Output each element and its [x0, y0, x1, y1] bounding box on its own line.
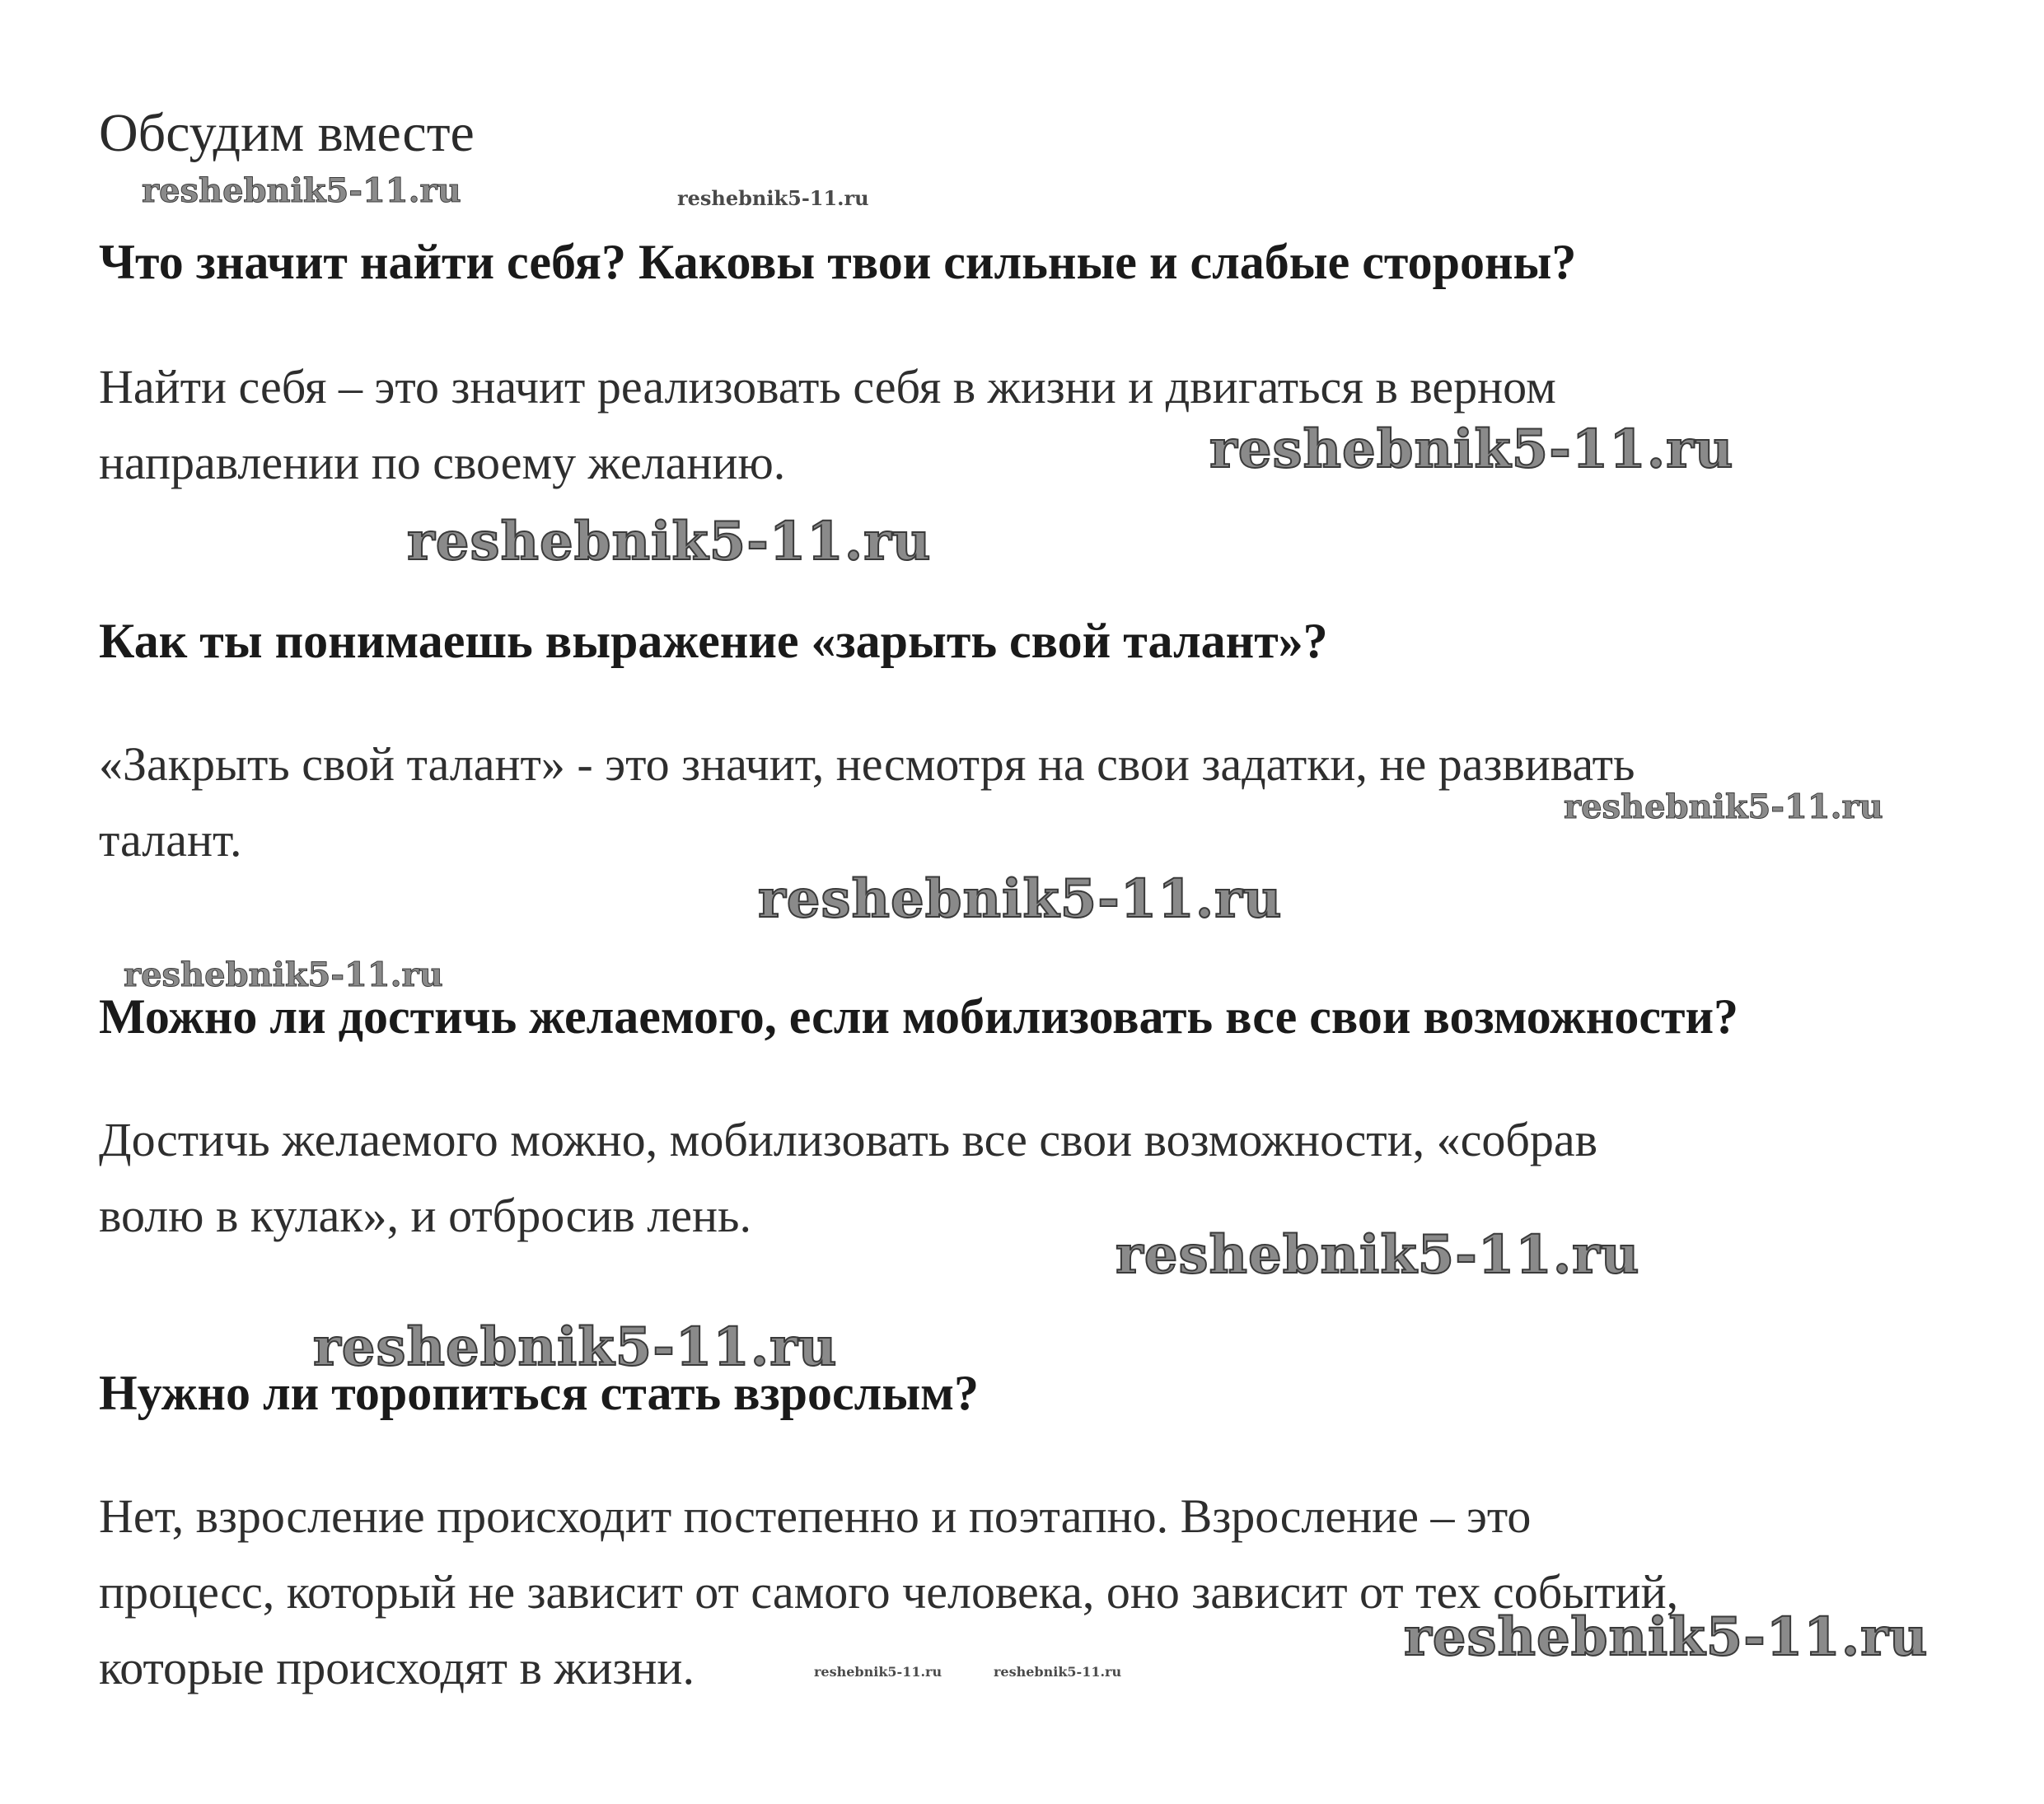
answer-1 [99, 349, 1977, 501]
answer-2 [99, 727, 1977, 878]
watermark: reshebnik5-11.ru [994, 1664, 1122, 1680]
watermark: reshebnik5-11.ru [1404, 1606, 1929, 1668]
answer-3-line-2: волю в кулак», и отбросив лень. [99, 1189, 751, 1242]
answer-4 [99, 1479, 1977, 1706]
answer-4-line-3: которые происходят в жизни. [99, 1641, 695, 1694]
watermark: reshebnik5-11.ru [1116, 1224, 1640, 1286]
answer-3 [99, 1102, 1977, 1254]
question-2: Как ты понимаешь выражение «зарыть свой талант»? [99, 614, 1328, 668]
watermark: reshebnik5-11.ru [1564, 787, 1883, 826]
answer-3-line-1: Достичь желаемого можно, мобилизовать все свои возможности, «собрав [99, 1113, 1598, 1166]
answer-2-line-2: талант. [99, 813, 242, 867]
watermark: reshebnik5-11.ru [407, 511, 932, 573]
watermark: reshebnik5-11.ru [142, 171, 461, 210]
answer-4-line-2: процесс, который не зависит от самого человека, оно зависит от тех событий, [99, 1565, 1679, 1619]
watermark: reshebnik5-11.ru [313, 1316, 838, 1378]
watermark: reshebnik5-11.ru [677, 186, 869, 210]
watermark: reshebnik5-11.ru [124, 956, 443, 994]
question-1: Что значит найти себя? Каковы твои сильные и слабые стороны? [99, 235, 1577, 289]
answer-2-line-1: «Закрыть свой талант» - это значит, несмотря на свои задатки, не развивать [99, 737, 1635, 791]
watermark: reshebnik5-11.ru [1209, 418, 1734, 480]
watermark: reshebnik5-11.ru [814, 1664, 942, 1680]
question-3: Можно ли достичь желаемого, если мобилизовать все свои возможности? [99, 989, 1739, 1044]
page-title: Обсудим вместе [99, 103, 475, 163]
answer-4-line-1: Нет, взросление происходит постепенно и поэтапно. Взросление – это [99, 1489, 1532, 1543]
question-4: Нужно ли торопиться стать взрослым? [99, 1366, 980, 1420]
watermark: reshebnik5-11.ru [758, 868, 1283, 930]
answer-1-line-2: направлении по своему желанию. [99, 436, 786, 489]
answer-1-line-1: Найти себя – это значит реализовать себя в жизни и двигаться в верном [99, 360, 1556, 414]
